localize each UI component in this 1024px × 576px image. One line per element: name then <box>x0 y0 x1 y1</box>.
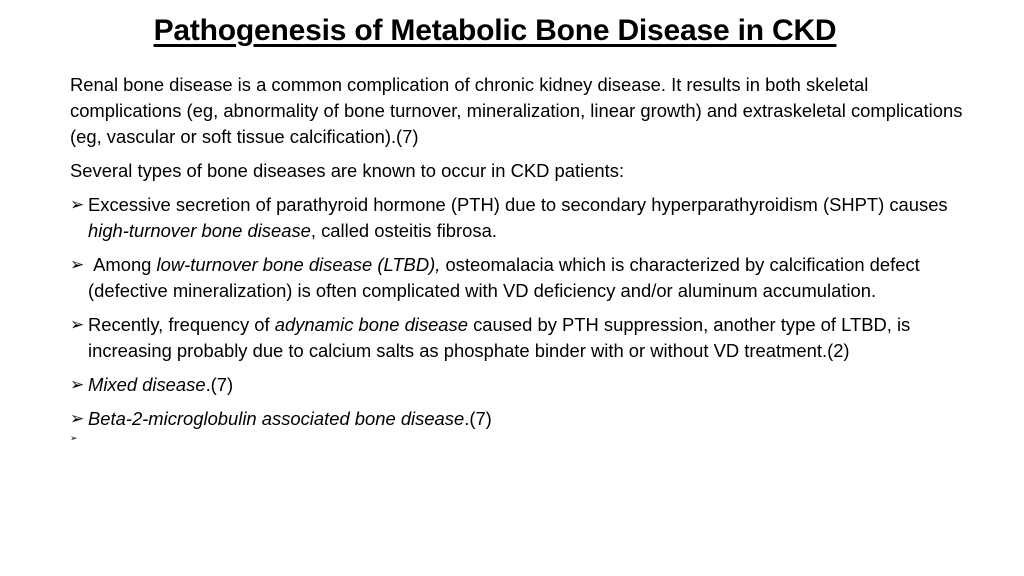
arrow-bullet-icon: ➢ <box>70 315 85 335</box>
bullet-item <box>70 406 970 432</box>
bullet-text-plain: Among <box>88 254 157 275</box>
bullet-text-plain: , called osteitis fibrosa. <box>310 220 497 241</box>
bullet-text <box>88 192 970 244</box>
bullet-text <box>88 372 970 398</box>
bullet-text-plain: Recently, frequency of <box>88 314 275 335</box>
bullet-text-italic: high-turnover bone disease <box>88 220 311 241</box>
slide-body <box>70 72 970 444</box>
bullet-item <box>70 372 970 398</box>
bullet-text-italic: low-turnover bone disease (LTBD), <box>156 254 441 275</box>
slide-title: Pathogenesis of Metabolic Bone Disease in CKD <box>153 14 837 47</box>
bullet-text-italic: Mixed disease <box>88 374 206 395</box>
bullet-item <box>70 192 970 244</box>
empty-bullet-icon: ➢ <box>70 434 78 444</box>
bullet-text-plain: caused by PTH suppression, another type of LTBD, is increasing probably due to calcium salts as phosphate binder with or without VD treatment.(2) <box>88 314 911 361</box>
arrow-bullet-icon: ➢ <box>70 409 85 429</box>
bullet-text-plain: osteomalacia which is characterized by calcification defect (defective mineralization) is often complicated with VD deficiency and/or aluminum accumulation. <box>88 254 920 301</box>
bullet-item <box>70 312 970 364</box>
lead-sentence: Several types of bone diseases are known to occur in CKD patients: <box>70 160 625 181</box>
arrow-bullet-icon: ➢ <box>70 375 85 395</box>
arrow-bullet-icon: ➢ <box>70 255 85 275</box>
bullet-text <box>88 252 970 304</box>
bullet-text <box>88 312 970 364</box>
bullet-item <box>70 252 970 304</box>
bullet-text <box>88 406 970 432</box>
arrow-bullet-icon: ➢ <box>70 195 85 215</box>
bullet-text-plain: Excessive secretion of parathyroid hormone (PTH) due to secondary hyperparathyroidism (SHPT) causes <box>88 194 948 215</box>
bullet-text-plain: .(7) <box>464 408 492 429</box>
bullet-text-italic: adynamic bone disease <box>274 314 468 335</box>
bullet-text-plain: .(7) <box>205 374 234 395</box>
bullet-text-italic: Beta-2-microglobulin associated bone disease <box>88 408 465 429</box>
intro-paragraph: Renal bone disease is a common complication of chronic kidney disease. It results in both skeletal complications (eg, abnormality of bone turnover, mineralization, linear growth) and extraskeletal complications (eg, vascular or soft tissue calcification).(7) <box>70 74 963 147</box>
